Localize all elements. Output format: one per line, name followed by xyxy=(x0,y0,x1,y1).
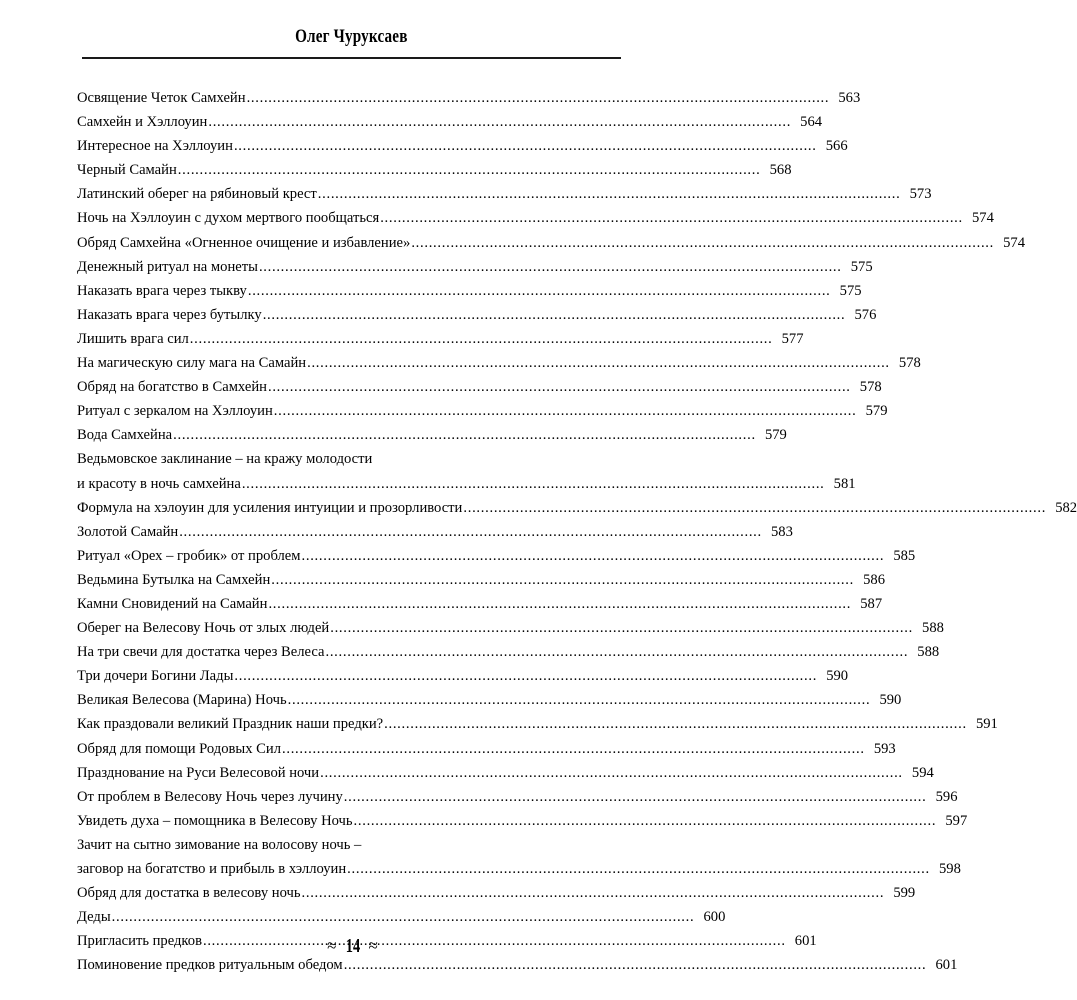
toc-entry-page-number: 578 xyxy=(898,355,921,372)
toc-entry[interactable] xyxy=(77,86,861,110)
toc-entry-page-number: 574 xyxy=(1003,234,1026,251)
toc-entry[interactable] xyxy=(77,158,792,182)
toc-entry[interactable] xyxy=(77,206,994,230)
toc-entry[interactable] xyxy=(77,303,877,327)
toc-entry-page-number: 586 xyxy=(863,571,885,588)
toc-entry-title: Лишить врага сил xyxy=(77,330,189,347)
toc-entry-page-number: 597 xyxy=(945,812,968,829)
toc-entry-title: Денежный ритуал на монеты xyxy=(77,258,258,275)
toc-entry[interactable] xyxy=(77,833,604,857)
toc-entry-page-number: 579 xyxy=(764,427,787,444)
toc-entry-page-number: 579 xyxy=(865,403,888,420)
folio-page-number: 14 xyxy=(345,935,360,957)
toc-entry[interactable] xyxy=(77,182,932,206)
toc-leader-dots xyxy=(380,206,963,230)
toc-leader-dots xyxy=(344,785,927,809)
header-divider-rule xyxy=(82,57,621,59)
toc-entry-title: От проблем в Велесову Ночь через лучину xyxy=(77,788,343,805)
toc-entry-title: заговор на богатство и прибыль в хэллоуин xyxy=(77,861,347,877)
toc-entry[interactable] xyxy=(77,134,848,158)
toc-entry-title: Латинский оберег на рябиновый крест xyxy=(77,186,317,203)
toc-leader-dots xyxy=(268,592,851,616)
toc-entry-page-number: 598 xyxy=(938,861,961,877)
toc-entry-page-number: 599 xyxy=(893,885,916,902)
toc-entry[interactable] xyxy=(77,785,958,809)
toc-entry-title: Вода Самхейна xyxy=(77,427,173,444)
toc-entry[interactable] xyxy=(77,255,873,279)
toc-entry-page-number: 590 xyxy=(879,692,902,709)
toc-entry-title: Три дочери Богини Лады xyxy=(77,668,234,685)
toc-leader-dots xyxy=(274,399,857,423)
toc-entry[interactable] xyxy=(77,279,862,303)
toc-leader-dots xyxy=(208,110,791,134)
toc-entry-page-number: 588 xyxy=(917,644,940,661)
toc-entry-title: Деды xyxy=(77,909,111,926)
toc-leader-dots xyxy=(263,303,846,327)
toc-leader-dots xyxy=(288,688,871,712)
toc-entry[interactable] xyxy=(77,712,998,736)
toc-entry[interactable] xyxy=(77,496,1077,520)
toc-entry[interactable] xyxy=(77,351,921,375)
toc-entry[interactable] xyxy=(77,520,793,544)
toc-leader-dots xyxy=(268,375,851,399)
toc-entry[interactable] xyxy=(77,664,849,688)
toc-entry-title: Пригласить предков xyxy=(77,933,202,950)
toc-entry[interactable] xyxy=(77,592,883,616)
toc-leader-dots xyxy=(282,737,865,761)
toc-entry[interactable] xyxy=(77,231,1026,255)
toc-entry-title: На магическую силу мага на Самайн xyxy=(77,355,307,372)
toc-leader-dots xyxy=(271,568,854,592)
toc-entry[interactable] xyxy=(77,110,823,134)
toc-leader-dots xyxy=(320,761,903,785)
toc-entry-title: Великая Велесова (Марина) Ночь xyxy=(77,692,287,709)
toc-entry[interactable] xyxy=(77,881,916,905)
toc-entry-page-number: 601 xyxy=(935,957,958,974)
page-folio xyxy=(0,934,705,958)
toc-leader-dots xyxy=(173,423,756,447)
folio-inner xyxy=(327,934,378,958)
toc-leader-dots xyxy=(242,472,825,496)
toc-entry-page-number: 575 xyxy=(839,282,862,299)
toc-entry-title: Оберег на Велесову Ночь от злых людей xyxy=(77,620,330,637)
toc-entry-title: Обряд на богатство в Самхейн xyxy=(77,379,267,396)
toc-entry-page-number: 587 xyxy=(860,595,883,612)
toc-leader-dots xyxy=(307,351,890,375)
toc-entry-page-number: 581 xyxy=(833,475,856,492)
toc-entry-page-number: 574 xyxy=(972,210,994,227)
toc-entry[interactable] xyxy=(77,399,888,423)
toc-entry-title: Наказать врага через тыкву xyxy=(77,282,247,299)
folio-right-ornament-icon: ≈ xyxy=(368,936,378,955)
toc-entry-page-number: 594 xyxy=(911,764,934,781)
toc-leader-dots xyxy=(178,158,761,182)
toc-entry-title: Поминовение предков ритуальным обедом xyxy=(77,957,343,974)
toc-entry-title: Обряд для помощи Родовых Сил xyxy=(77,740,281,757)
toc-entry-title: Золотой Самайн xyxy=(77,523,179,540)
toc-entry-page-number: 563 xyxy=(838,90,861,106)
toc-entry-page-number: 564 xyxy=(800,114,823,131)
toc-entry-page-number: 576 xyxy=(854,306,877,323)
toc-entry[interactable] xyxy=(77,544,916,568)
toc-entry-title: Черный Самайн xyxy=(77,162,177,179)
toc-leader-dots xyxy=(248,279,831,303)
toc-leader-dots xyxy=(234,134,817,158)
toc-entry-page-number: 600 xyxy=(703,909,726,926)
toc-leader-dots xyxy=(347,857,930,881)
toc-entry-page-number: 583 xyxy=(771,523,793,540)
toc-entry-page-number: 596 xyxy=(935,788,958,805)
toc-entry-title: Ведьмовское заклинание – на кражу молодости xyxy=(77,451,373,468)
toc-leader-dots xyxy=(259,255,842,279)
toc-entry[interactable] xyxy=(77,375,882,399)
toc-entry-title: На три свечи для достатка через Велеса xyxy=(77,644,325,661)
toc-entry[interactable] xyxy=(77,737,896,761)
toc-leader-dots xyxy=(354,809,937,833)
toc-entry[interactable] xyxy=(77,423,787,447)
table-of-contents xyxy=(77,86,1077,977)
running-header xyxy=(82,26,621,48)
toc-leader-dots xyxy=(179,520,762,544)
toc-entry-page-number: 588 xyxy=(922,620,944,637)
toc-entry-title: Ведьмина Бутылка на Самхейн xyxy=(77,571,271,588)
toc-leader-dots xyxy=(190,327,773,351)
toc-leader-dots xyxy=(318,182,901,206)
toc-entry-title: Ритуал «Орех – гробик» от проблем xyxy=(77,547,301,564)
toc-entry[interactable] xyxy=(77,761,934,785)
toc-entry[interactable] xyxy=(77,905,726,929)
toc-leader-dots xyxy=(302,881,885,905)
toc-entry-page-number: 575 xyxy=(850,258,873,275)
toc-entry-title: Зачит на сытно зимование на волосову ночь – xyxy=(77,836,362,853)
toc-leader-dots xyxy=(330,616,913,640)
toc-entry[interactable] xyxy=(77,327,804,351)
toc-entry-title: Ночь на Хэллоуин с духом мертвого пообщаться xyxy=(77,210,380,227)
toc-leader-dots xyxy=(112,905,695,929)
toc-entry-page-number: 601 xyxy=(794,933,817,950)
running-header-author: Олег Чуруксаев xyxy=(295,26,408,47)
toc-entry-title: Освящение Четок Самхейн xyxy=(77,90,246,106)
toc-entry-title: Обряд для достатка в велесову ночь xyxy=(77,885,301,902)
toc-entry-title: и красоту в ночь самхейна xyxy=(77,475,241,492)
toc-leader-dots xyxy=(234,664,817,688)
toc-leader-dots xyxy=(384,712,967,736)
folio-left-ornament-icon: ≈ xyxy=(327,936,337,955)
toc-entry-page-number: 591 xyxy=(975,716,998,733)
toc-entry-title: Обряд Самхейна «Огненное очищение и избавление» xyxy=(77,234,411,251)
toc-entry-title: Наказать врага через бутылку xyxy=(77,306,262,323)
toc-entry[interactable] xyxy=(77,809,968,833)
toc-entry-title: Празднование на Руси Велесовой ночи xyxy=(77,764,320,781)
toc-entry[interactable] xyxy=(77,688,902,712)
toc-entry-title: Формула на хэлоуин для усиления интуиции и прозорливости xyxy=(77,499,463,516)
toc-entry-title: Как праздовали великий Праздник наши предки? xyxy=(77,716,384,733)
toc-entry-page-number: 577 xyxy=(781,330,804,347)
toc-entry[interactable] xyxy=(77,472,856,496)
toc-entry[interactable] xyxy=(77,640,940,664)
toc-entry-page-number: 568 xyxy=(769,162,792,179)
toc-leader-dots xyxy=(463,496,1046,520)
toc-leader-dots xyxy=(411,231,994,255)
toc-entry-title: Интересное на Хэллоуин xyxy=(77,138,233,155)
toc-entry-title: Самхейн и Хэллоуин xyxy=(77,114,208,131)
toc-leader-dots xyxy=(247,86,830,110)
toc-entry-page-number: 585 xyxy=(893,547,916,564)
toc-entry-title: Увидеть духа – помощника в Велесову Ночь xyxy=(77,812,353,829)
toc-entry-title: Камни Сновидений на Самайн xyxy=(77,595,268,612)
toc-leader-dots xyxy=(325,640,908,664)
toc-entry[interactable] xyxy=(77,568,885,592)
toc-entry-page-number: 590 xyxy=(826,668,849,685)
toc-entry[interactable] xyxy=(77,857,961,881)
toc-entry-page-number: 573 xyxy=(909,186,932,203)
toc-entry[interactable] xyxy=(77,616,944,640)
toc-entry-title: Ритуал с зеркалом на Хэллоуин xyxy=(77,403,273,420)
toc-entry-page-number: 582 xyxy=(1055,499,1077,516)
toc-leader-dots xyxy=(302,544,885,568)
toc-entry-page-number: 578 xyxy=(859,379,882,396)
toc-entry-page-number: 566 xyxy=(825,138,848,155)
toc-entry-page-number: 593 xyxy=(873,740,896,757)
toc-entry[interactable] xyxy=(77,447,604,471)
